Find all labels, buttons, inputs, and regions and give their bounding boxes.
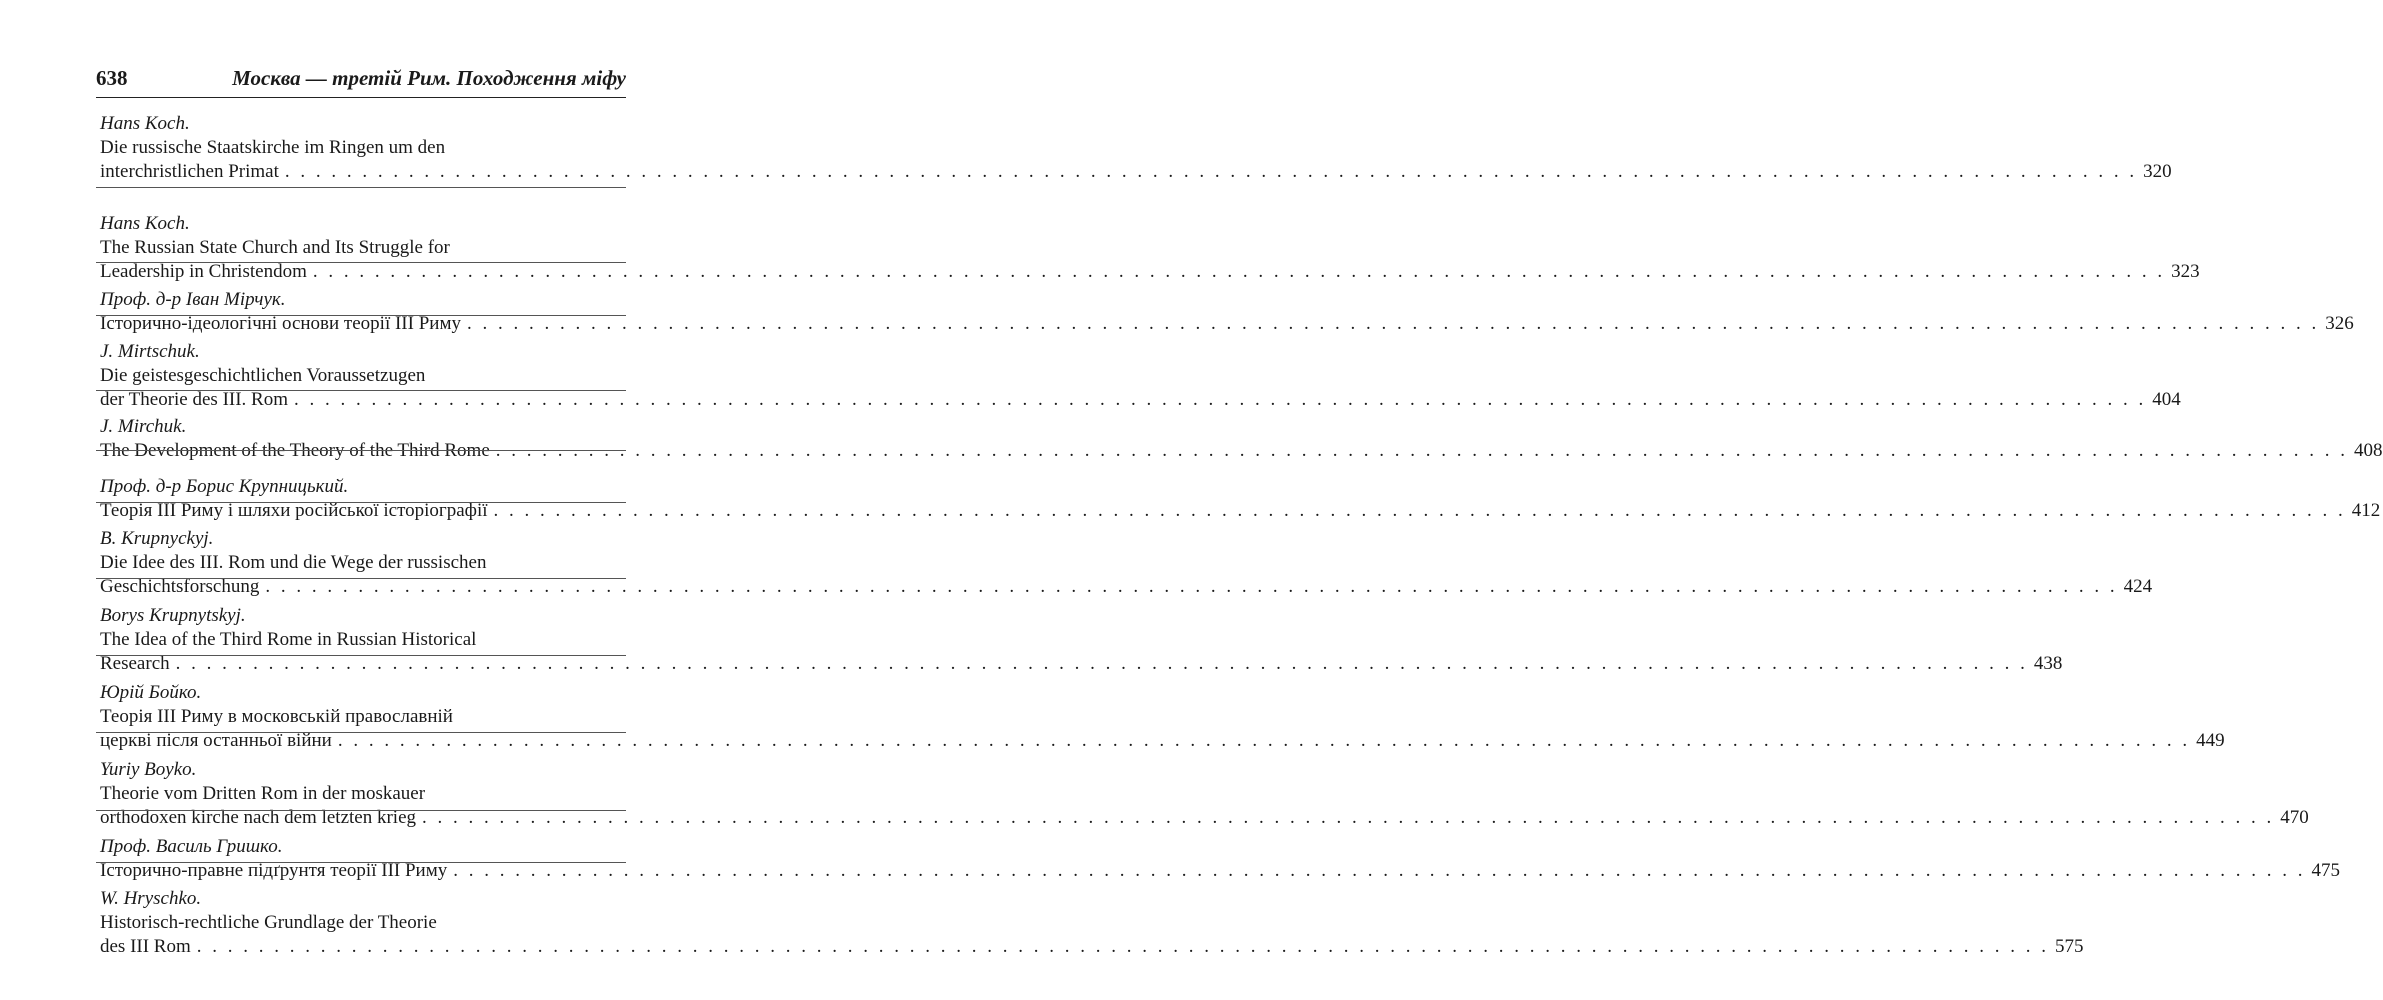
entry-page-number: 326 [2325,313,2354,334]
entry-title-last-line: der Theorie des III. Rom . . . . . . . . . . . . . . . . . . . . . . . . . . . . . . . . . . . . . . . . . . . . . . . . . . . . . . . . . . . . . . . . . . . . . . . . . . . . . . . . . . . . . . . . . . . . . . . . . . . . . . . . . . . . . . . . . . . . . . . . 404 [100,389,2181,410]
entry-separator [96,315,626,316]
page-number: 638 [96,66,128,90]
entry-title-line: The Idea of the Third Rome in Russian Historical [100,629,477,650]
leader-dots: . . . . . . . . . . . . . . . . . . . . . . . . . . . . . . . . . . . . . . . . . . . . . . . . . . . . . . . . . . . . . . . . . . . . . . . . . . . . . . . . . . . . . . . . . . . . . . . . . . . . . . . . . . . . . . . . . . . . . . . . [312,261,2166,282]
toc-entry [100,681,2225,753]
entry-separator [96,262,626,263]
toc-entry [100,475,2381,523]
entry-separator [96,187,626,188]
entry-page-number: 412 [2351,500,2381,521]
entry-title-last-line: The Development of the Theory of the Third Rome . . . . . . . . . . . . . . . . . . . . . . . . . . . . . . . . . . . . . . . . . . . . . . . . . . . . . . . . . . . . . . . . . . . . . . . . . . . . . . . . . . . . . . . . . . . . . . . . . . . . . . . . . . . . . . . . . . . . . . . . 408 [100,440,2383,461]
leader-dots: . . . . . . . . . . . . . . . . . . . . . . . . . . . . . . . . . . . . . . . . . . . . . . . . . . . . . . . . . . . . . . . . . . . . . . . . . . . . . . . . . . . . . . . . . . . . . . . . . . . . . . . . . . . . . . . . . . . . . . . . [284,161,2138,182]
entry-author: W. Hryschko. [100,888,202,909]
entry-title-line: Theorie vom Dritten Rom in der moskauer [100,783,426,804]
entry-separator [96,655,626,656]
leader-dots: . . . . . . . . . . . . . . . . . . . . . . . . . . . . . . . . . . . . . . . . . . . . . . . . . . . . . . . . . . . . . . . . . . . . . . . . . . . . . . . . . . . . . . . . . . . . . . . . . . . . . . . . . . . . . . . . . . . . . . . . [196,936,2050,957]
entry-author: Проф. Василь Гришко. [100,836,283,857]
toc-entry [100,415,2383,463]
entry-author: Yuriy Boyko. [100,759,197,780]
toc-entry [100,758,2309,830]
entry-title-line: Die geistesgeschichtlichen Voraussetzugen [100,365,426,386]
leader-dots: . . . . . . . . . . . . . . . . . . . . . . . . . . . . . . . . . . . . . . . . . . . . . . . . . . . . . . . . . . . . . . . . . . . . . . . . . . . . . . . . . . . . . . . . . . . . . . . . . . . . . . . . . . . . . . . . . . . . . . . . [493,500,2346,521]
entry-separator [96,390,626,391]
entry-author: Проф. д-р Іван Мірчук. [100,289,286,310]
entry-author: Юрій Бойко. [100,682,202,703]
entry-title-last-line: церкві після останньої війни . . . . . . . . . . . . . . . . . . . . . . . . . . . . . . . . . . . . . . . . . . . . . . . . . . . . . . . . . . . . . . . . . . . . . . . . . . . . . . . . . . . . . . . . . . . . . . . . . . . . . . . . . . . . . . . . . . . . . . . . 449 [100,730,2225,751]
entry-title-line: Historisch-rechtliche Grundlage der Theorie [100,912,437,933]
entry-title-last-line: interchristlichen Primat . . . . . . . . . . . . . . . . . . . . . . . . . . . . . . . . . . . . . . . . . . . . . . . . . . . . . . . . . . . . . . . . . . . . . . . . . . . . . . . . . . . . . . . . . . . . . . . . . . . . . . . . . . . . . . . . . . . . . . . . 320 [100,161,2172,182]
toc-entry [100,604,2063,676]
entry-title-line: Die russische Staatskirche im Ringen um den [100,137,446,158]
entry-author: Hans Koch. [100,213,190,234]
leader-dots: . . . . . . . . . . . . . . . . . . . . . . . . . . . . . . . . . . . . . . . . . . . . . . . . . . . . . . . . . . . . . . . . . . . . . . . . . . . . . . . . . . . . . . . . . . . . . . . . . . . . . . . . . . . . . . . . . . . . . . . . [294,389,2147,410]
entry-separator [96,732,626,733]
entry-page-number: 470 [2280,807,2309,828]
toc-entry [100,340,2181,412]
entry-title-line: Die Idee des III. Rom und die Wege der russischen [100,552,487,573]
entry-title-last-line: Leadership in Christendom . . . . . . . . . . . . . . . . . . . . . . . . . . . . . . . . . . . . . . . . . . . . . . . . . . . . . . . . . . . . . . . . . . . . . . . . . . . . . . . . . . . . . . . . . . . . . . . . . . . . . . . . . . . . . . . . . . . . . . . . 323 [100,261,2200,282]
entry-page-number: 404 [2152,389,2181,410]
leader-dots: . . . . . . . . . . . . . . . . . . . . . . . . . . . . . . . . . . . . . . . . . . . . . . . . . . . . . . . . . . . . . . . . . . . . . . . . . . . . . . . . . . . . . . . . . . . . . . . . . . . . . . . . . . . . . . . . . . . . . . . . [175,653,2028,674]
leader-dots: . . . . . . . . . . . . . . . . . . . . . . . . . . . . . . . . . . . . . . . . . . . . . . . . . . . . . . . . . . . . . . . . . . . . . . . . . . . . . . . . . . . . . . . . . . . . . . . . . . . . . . . . . . . . . . . . . . . . . . . . [422,807,2275,828]
toc-entry [100,527,2153,599]
entry-page-number: 438 [2033,653,2063,674]
entry-page-number: 408 [2354,440,2383,461]
entry-title-last-line: des III Rom . . . . . . . . . . . . . . . . . . . . . . . . . . . . . . . . . . . . . . . . . . . . . . . . . . . . . . . . . . . . . . . . . . . . . . . . . . . . . . . . . . . . . . . . . . . . . . . . . . . . . . . . . . . . . . . . . . . . . . . . 575 [100,936,2084,957]
entry-page-number: 320 [2143,161,2172,182]
page-header [96,66,626,91]
entry-page-number: 475 [2311,860,2340,881]
entry-separator [96,862,626,863]
leader-dots: . . . . . . . . . . . . . . . . . . . . . . . . . . . . . . . . . . . . . . . . . . . . . . . . . . . . . . . . . . . . . . . . . . . . . . . . . . . . . . . . . . . . . . . . . . . . . . . . . . . . . . . . . . . . . . . . . . . . . . . . [337,730,2191,751]
entry-separator [96,502,626,503]
entry-title-line: The Russian State Church and Its Struggle for [100,237,450,258]
entry-author: J. Mirtschuk. [100,341,200,362]
entry-separator [96,810,626,811]
entry-title-last-line: Історично-ідеологічні основи теорії III Риму . . . . . . . . . . . . . . . . . . . . . . . . . . . . . . . . . . . . . . . . . . . . . . . . . . . . . . . . . . . . . . . . . . . . . . . . . . . . . . . . . . . . . . . . . . . . . . . . . . . . . . . . . . . . . . . . . . . . . . . . 326 [100,313,2354,334]
entry-author: J. Mirchuk. [100,416,187,437]
leader-dots: . . . . . . . . . . . . . . . . . . . . . . . . . . . . . . . . . . . . . . . . . . . . . . . . . . . . . . . . . . . . . . . . . . . . . . . . . . . . . . . . . . . . . . . . . . . . . . . . . . . . . . . . . . . . . . . . . . . . . . . . [265,576,2118,597]
entry-author: B. Krupnyckyj. [100,528,214,549]
entry-page-number: 323 [2171,261,2200,282]
running-title: Москва — третій Рим. Походження міфу [232,66,626,90]
entry-title-last-line: Geschichtsforschung . . . . . . . . . . . . . . . . . . . . . . . . . . . . . . . . . . . . . . . . . . . . . . . . . . . . . . . . . . . . . . . . . . . . . . . . . . . . . . . . . . . . . . . . . . . . . . . . . . . . . . . . . . . . . . . . . . . . . . . . 424 [100,576,2153,597]
leader-dots: . . . . . . . . . . . . . . . . . . . . . . . . . . . . . . . . . . . . . . . . . . . . . . . . . . . . . . . . . . . . . . . . . . . . . . . . . . . . . . . . . . . . . . . . . . . . . . . . . . . . . . . . . . . . . . . . . . . . . . . . [453,860,2306,881]
entry-page-number: 424 [2123,576,2153,597]
toc-entry [100,288,2354,336]
toc-entry [100,112,2172,184]
toc-entry [100,887,2084,959]
entry-separator [96,450,626,451]
leader-dots: . . . . . . . . . . . . . . . . . . . . . . . . . . . . . . . . . . . . . . . . . . . . . . . . . . . . . . . . . . . . . . . . . . . . . . . . . . . . . . . . . . . . . . . . . . . . . . . . . . . . . . . . . . . . . . . . . . . . . . . . [466,313,2320,334]
leader-dots: . . . . . . . . . . . . . . . . . . . . . . . . . . . . . . . . . . . . . . . . . . . . . . . . . . . . . . . . . . . . . . . . . . . . . . . . . . . . . . . . . . . . . . . . . . . . . . . . . . . . . . . . . . . . . . . . . . . . . . . . [495,440,2349,461]
toc-entry [100,212,2200,284]
entry-title-last-line: orthodoxen kirche nach dem letzten krieg . . . . . . . . . . . . . . . . . . . . . . . . . . . . . . . . . . . . . . . . . . . . . . . . . . . . . . . . . . . . . . . . . . . . . . . . . . . . . . . . . . . . . . . . . . . . . . . . . . . . . . . . . . . . . . . . . . . . . . . . 470 [100,807,2309,828]
entry-author: Hans Koch. [100,113,190,134]
header-rule [96,97,626,98]
entry-title-last-line: Теорія III Риму і шляхи російської історіографії . . . . . . . . . . . . . . . . . . . . . . . . . . . . . . . . . . . . . . . . . . . . . . . . . . . . . . . . . . . . . . . . . . . . . . . . . . . . . . . . . . . . . . . . . . . . . . . . . . . . . . . . . . . . . . . . . . . . . . . . 412 [100,500,2381,521]
entry-page-number: 575 [2055,936,2084,957]
entry-title-line: Теорія III Риму в московській православній [100,706,453,727]
entry-separator [96,578,626,579]
entry-page-number: 449 [2196,730,2225,751]
entry-author: Проф. д-р Борис Крупницький. [100,476,349,497]
entry-author: Borys Krupnytskyj. [100,605,246,626]
toc-entry [100,835,2340,883]
entry-title-last-line: Історично-правне підґрунтя теорії III Риму . . . . . . . . . . . . . . . . . . . . . . . . . . . . . . . . . . . . . . . . . . . . . . . . . . . . . . . . . . . . . . . . . . . . . . . . . . . . . . . . . . . . . . . . . . . . . . . . . . . . . . . . . . . . . . . . . . . . . . . . 475 [100,860,2340,881]
entry-title-last-line: Research . . . . . . . . . . . . . . . . . . . . . . . . . . . . . . . . . . . . . . . . . . . . . . . . . . . . . . . . . . . . . . . . . . . . . . . . . . . . . . . . . . . . . . . . . . . . . . . . . . . . . . . . . . . . . . . . . . . . . . . . 438 [100,653,2063,674]
